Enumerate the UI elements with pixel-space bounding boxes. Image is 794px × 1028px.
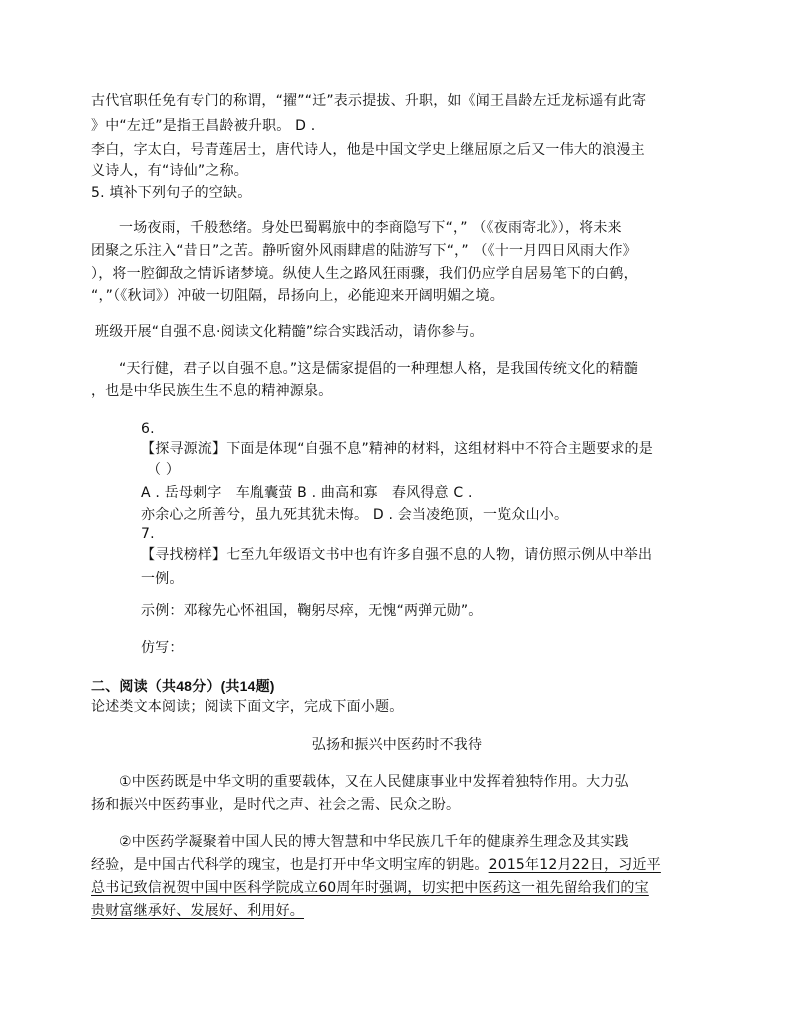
question-7-number: 7.: [141, 526, 155, 542]
options-line: A . 岳母刺字 车胤囊萤 B . 曲高和寡 春风得意 C .: [141, 485, 473, 501]
text-line: 【探寻源流】下面是体现“自强不息”精神的材料，这组材料中不符合主题要求的是: [141, 441, 653, 457]
underlined-text: 贵财富继承好、发展好、利用好。: [91, 903, 304, 919]
text-line: 义诗人，有“诗仙”之称。: [91, 163, 248, 179]
text-line: “，”（《秋词》）冲破一切阻隔，昂扬向上，必能迎来开阔明媚之境。: [91, 288, 504, 304]
example-line: 示例：邓稼先心怀祖国，鞠躬尽瘁，无愧“两弹元勋”。: [141, 603, 483, 619]
imitate-prompt: 仿写：: [141, 640, 184, 656]
section-intro: 论述类文本阅读；阅读下面文字，完成下面小题。: [91, 699, 404, 715]
text-line: 一场夜雨，千般愁绪。身处巴蜀羁旅中的李商隐写下“，” （《夜雨寄北》），将未来: [119, 220, 622, 236]
section-heading: 二、阅读（共48分）(共14题): [91, 678, 275, 694]
text-line: ，也是中华民族生生不息的精神源泉。: [91, 383, 333, 399]
text-line: “天行健，君子以自强不息。”这是儒家提倡的一种理想人格，是我国传统文化的精髓: [119, 361, 639, 377]
answer-blank: （ ）: [147, 462, 181, 478]
paragraph-1-line: 扬和振兴中医药事业，是时代之声、社会之需、民众之盼。: [91, 797, 461, 813]
paragraph-2-line: [91, 855, 661, 875]
paragraph-1-line: ①中医药既是中华文明的重要载体，又在人民健康事业中发挥着独特作用。大力弘: [119, 774, 629, 790]
underlined-text: 2015年12月22日，习近平: [488, 857, 661, 873]
paragraph-2-text: 经验，是中国古代科学的瑰宝，也是打开中华文明宝库的钥匙。: [91, 857, 489, 873]
text-line: 【寻找榜样】七至九年级语文书中也有许多自强不息的人物，请仿照示例从中举出: [141, 547, 653, 563]
article-title: 弘扬和振兴中医药时不我待: [311, 737, 483, 753]
question-5-title: 5. 填补下列句子的空缺。: [91, 185, 252, 201]
options-line: 亦余心之所善兮，虽九死其犹未悔。 D . 会当凌绝顶，一览众山小。: [141, 507, 569, 523]
activity-intro: 班级开展“自强不息·阅读文化精髓”综合实践活动，请你参与。: [95, 324, 484, 340]
text-line: 李白，字太白，号青莲居士，唐代诗人，他是中国文学史上继屈原之后又一伟大的浪漫主: [91, 142, 645, 158]
text-line: 团聚之乐注入“昔日”之苦。静听窗外风雨肆虐的陆游写下“，” （《十一月四日风雨大作》: [91, 243, 637, 259]
paragraph-2-line: ②中医药学凝聚着中国人民的博大智慧和中华民族几千年的健康养生理念及其实践: [119, 834, 629, 850]
text-line: 》中“左迁”是指王昌龄被升职。 D .: [91, 118, 316, 134]
text-line: 古代官职任免有专门的称谓，“擢”“迁”表示提拔、升职，如《闻王昌龄左迁龙标遥有此寄: [91, 93, 647, 109]
underlined-text: 总书记致信祝贺中国中医科学院成立60周年时强调，切实把中医药这一祖先留给我们的宝: [91, 880, 649, 896]
text-line: 一例。: [141, 571, 184, 587]
text-line: ），将一腔御敌之情诉诸梦境。纵使人生之路风狂雨骤，我们仍应学自居易笔下的白鹤，: [91, 266, 638, 282]
question-6-number: 6.: [141, 421, 155, 437]
